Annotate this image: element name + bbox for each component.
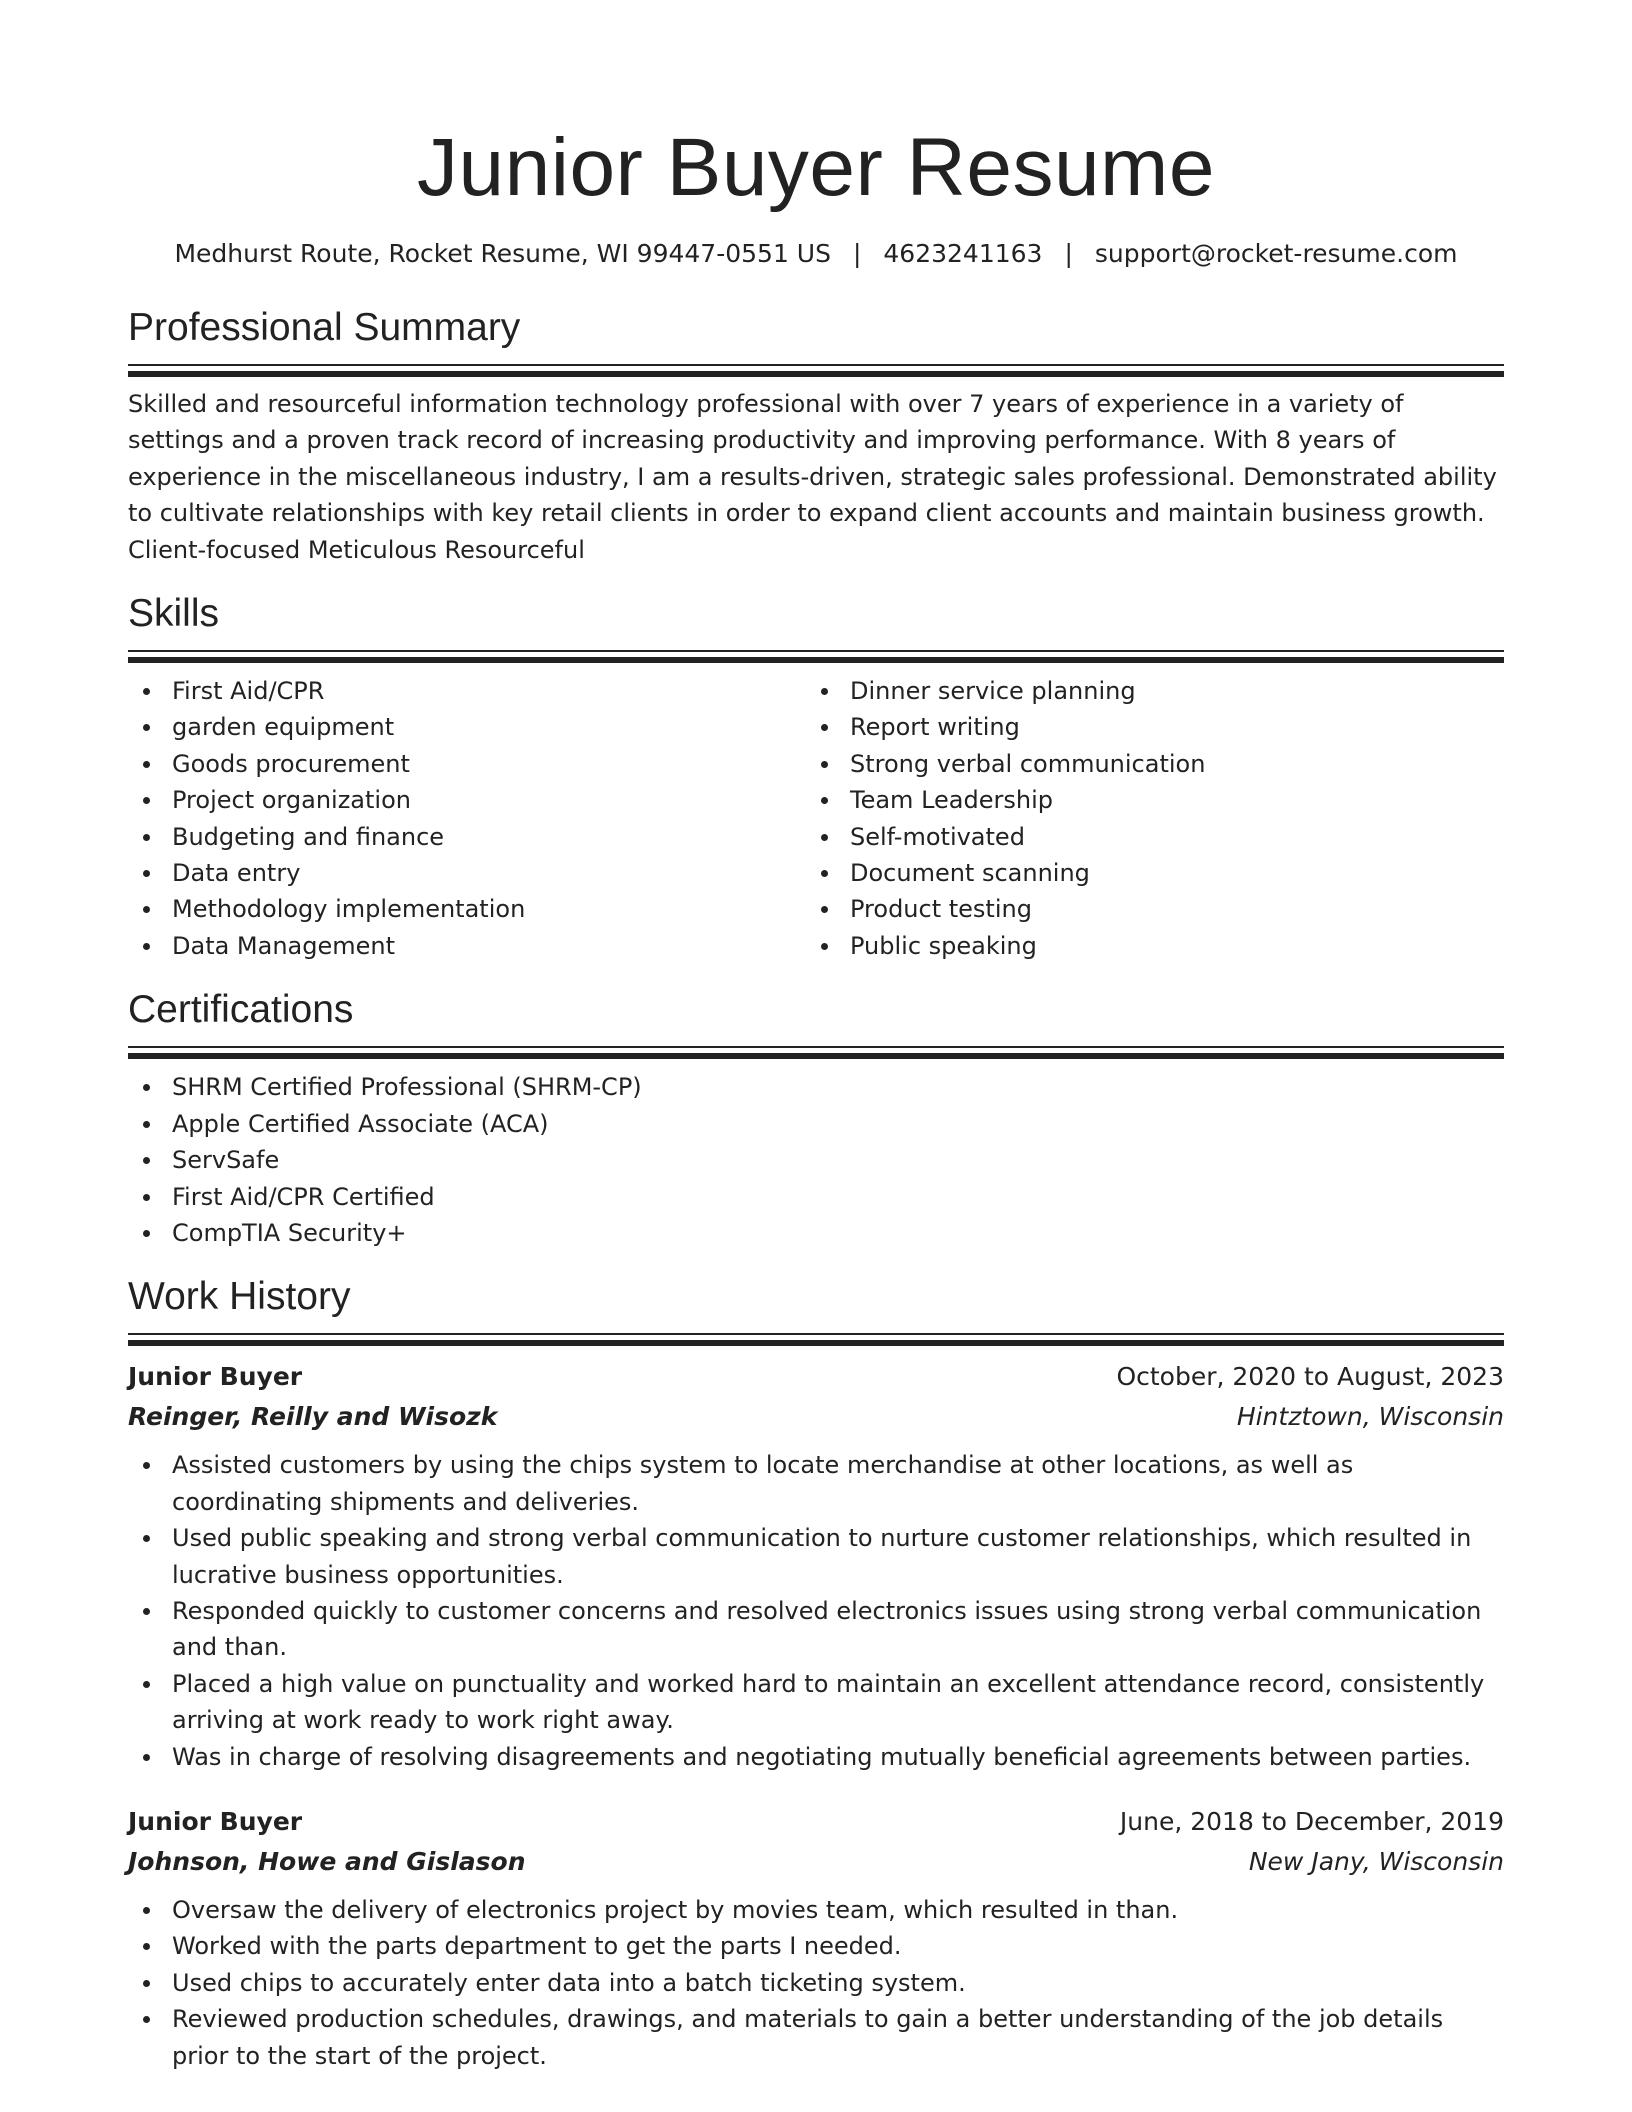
certifications-list bbox=[128, 1069, 1504, 1251]
summary-section bbox=[128, 304, 1504, 568]
job-duty-item: Worked with the parts department to get the parts I needed. bbox=[128, 1928, 1504, 1964]
job-location: New Jany, Wisconsin bbox=[1248, 1846, 1504, 1876]
summary-heading: Professional Summary bbox=[128, 306, 521, 349]
job-duties-list bbox=[128, 1892, 1504, 2074]
job-subheader bbox=[128, 1397, 1504, 1437]
contact-address: Medhurst Route, Rocket Resume, WI 99447-0551 US bbox=[174, 239, 831, 268]
certifications-section bbox=[128, 986, 1504, 1251]
job-header bbox=[128, 1357, 1504, 1397]
skill-item: Budgeting and finance bbox=[128, 819, 806, 855]
job-subheader bbox=[128, 1842, 1504, 1882]
section-divider bbox=[128, 1333, 1504, 1347]
skill-item: Document scanning bbox=[806, 855, 1484, 891]
summary-text: Skilled and resourceful information technology professional with over 7 years of experience in a variety of settings and a proven track record of increasing productivity and improving performance. With 8 years of experience in the miscellaneous industry, I am a results-driven, strategic sales professional. Demonstrated ability to cultivate relationships with key retail clients in order to expand client accounts and maintain business growth. Client-focused Meticulous Resourceful bbox=[128, 390, 1497, 564]
job-dates: June, 2018 to December, 2019 bbox=[1119, 1806, 1504, 1836]
skill-item: garden equipment bbox=[128, 709, 806, 745]
skills-columns bbox=[128, 673, 1504, 964]
skill-item: Data Management bbox=[128, 928, 806, 964]
job-entry bbox=[128, 1802, 1504, 2074]
job-company: Johnson, Howe and Gislason bbox=[128, 1846, 526, 1876]
skill-item: Project organization bbox=[128, 782, 806, 818]
job-duty-item: Used chips to accurately enter data into a batch ticketing system. bbox=[128, 1965, 1504, 2001]
work-history-heading: Work History bbox=[128, 1275, 351, 1319]
job-duty-item: Assisted customers by using the chips system to locate merchandise at other locations, as well as coordinating shipments and deliveries. bbox=[128, 1447, 1504, 1520]
job-title: Junior Buyer bbox=[128, 1362, 303, 1392]
job-duties-list bbox=[128, 1447, 1504, 1775]
certification-item: SHRM Certified Professional (SHRM-CP) bbox=[128, 1069, 1504, 1105]
section-divider bbox=[128, 650, 1504, 664]
certification-item: First Aid/CPR Certified bbox=[128, 1179, 1504, 1215]
certification-item: Apple Certified Associate (ACA) bbox=[128, 1106, 1504, 1142]
skill-item: Public speaking bbox=[806, 928, 1484, 964]
skill-item: Data entry bbox=[128, 855, 806, 891]
certification-item: CompTIA Security+ bbox=[128, 1215, 1504, 1251]
section-divider bbox=[128, 1046, 1504, 1060]
job-duty-item: Was in charge of resolving disagreements and negotiating mutually beneficial agreements between parties. bbox=[128, 1739, 1504, 1775]
skill-item: First Aid/CPR bbox=[128, 673, 806, 709]
contact-separator: | bbox=[852, 239, 862, 268]
skills-heading: Skills bbox=[128, 592, 220, 636]
contact-line bbox=[128, 238, 1504, 270]
section-divider bbox=[128, 364, 1504, 378]
skill-item: Report writing bbox=[806, 709, 1484, 745]
skill-item: Product testing bbox=[806, 891, 1484, 927]
certification-item: ServSafe bbox=[128, 1142, 1504, 1178]
contact-separator: | bbox=[1064, 239, 1073, 268]
job-location: Hintztown, Wisconsin bbox=[1236, 1402, 1504, 1432]
job-duty-item: Reviewed production schedules, drawings, and materials to gain a better understanding of the job details prior to the start of the project. bbox=[128, 2001, 1504, 2074]
resume-title: Junior Buyer Resume bbox=[417, 122, 1215, 213]
skills-list-left bbox=[128, 673, 806, 964]
resume-page bbox=[128, 0, 1504, 2074]
skill-item: Team Leadership bbox=[806, 782, 1484, 818]
job-title: Junior Buyer bbox=[128, 1806, 303, 1836]
work-history-section bbox=[128, 1273, 1504, 2074]
job-duty-item: Responded quickly to customer concerns and resolved electronics issues using strong verbal communication and than. bbox=[128, 1593, 1504, 1666]
job-company: Reinger, Reilly and Wisozk bbox=[128, 1402, 498, 1432]
job-entry bbox=[128, 1357, 1504, 1775]
skill-item: Dinner service planning bbox=[806, 673, 1484, 709]
skill-item: Goods procurement bbox=[128, 746, 806, 782]
job-duty-item: Placed a high value on punctuality and worked hard to maintain an excellent attendance record, consistently arriving at work ready to work right away. bbox=[128, 1666, 1504, 1739]
skill-item: Self-motivated bbox=[806, 819, 1484, 855]
job-duty-item: Used public speaking and strong verbal communication to nurture customer relationships, which resulted in lucrative business opportunities. bbox=[128, 1520, 1504, 1593]
skills-list-right bbox=[806, 673, 1484, 964]
job-duty-item: Oversaw the delivery of electronics project by movies team, which resulted in than. bbox=[128, 1892, 1504, 1928]
skill-item: Methodology implementation bbox=[128, 891, 806, 927]
skills-section bbox=[128, 590, 1504, 964]
certifications-heading: Certifications bbox=[128, 988, 354, 1032]
skill-item: Strong verbal communication bbox=[806, 746, 1484, 782]
job-header bbox=[128, 1802, 1504, 1842]
contact-phone: 4623241163 bbox=[883, 239, 1043, 268]
contact-email: support@rocket-resume.com bbox=[1094, 239, 1458, 268]
job-dates: October, 2020 to August, 2023 bbox=[1116, 1362, 1504, 1392]
